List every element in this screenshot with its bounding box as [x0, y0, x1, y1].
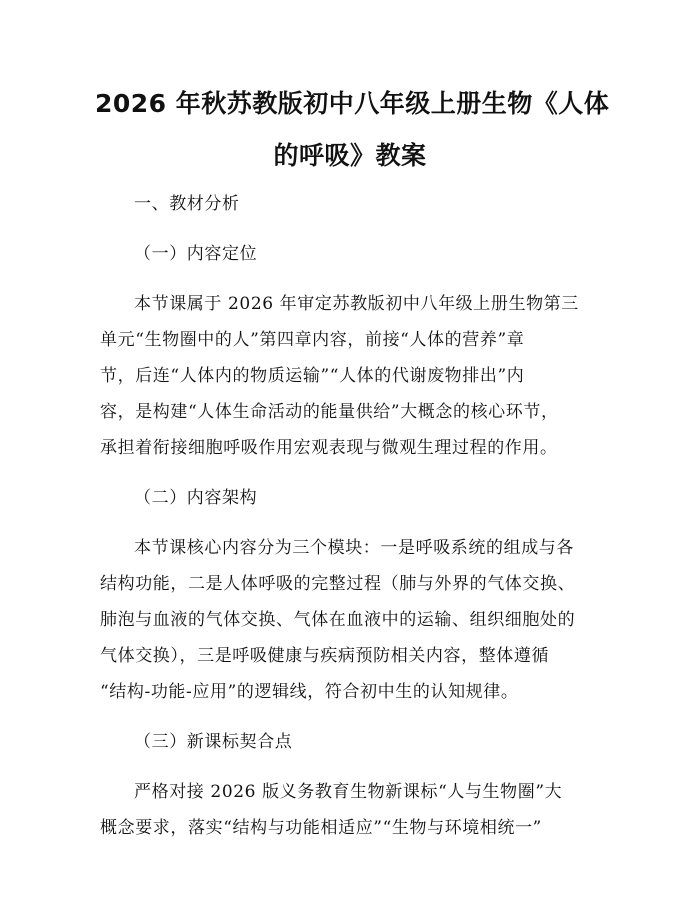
paragraph-curriculum-alignment [100, 774, 610, 846]
paragraph-line: 本节课属于 2026 年审定苏教版初中八年级上册生物第三 [134, 294, 579, 314]
paragraph-content-positioning [100, 286, 610, 466]
paragraph-line: 概念要求，落实“结构与功能相适应”“生物与环境相统一” [100, 818, 542, 838]
title-line: 的呼吸》教案 [273, 141, 427, 170]
paragraph-content-structure [100, 530, 610, 710]
section-heading-textbook-analysis: 一、教材分析 [134, 194, 240, 214]
subheading-content-structure: （二）内容架构 [134, 488, 258, 508]
paragraph-line: 严格对接 2026 版义务教育生物新课标“人与生物圈”大 [134, 782, 563, 802]
paragraph-line: 单元“生物圈中的人”第四章内容，前接“人体的营养”章 [100, 330, 525, 350]
paragraph-line: 节，后连“人体内的物质运输”“人体的代谢废物排出”内 [100, 366, 525, 386]
paragraph-line: 气体交换），三是呼吸健康与疾病预防相关内容，整体遵循 [100, 646, 550, 666]
document-title [95, 78, 610, 182]
paragraph-line: “结构-功能-应用”的逻辑线，符合初中生的认知规律。 [100, 682, 519, 702]
subheading-content-positioning: （一）内容定位 [134, 244, 258, 264]
title-line: 2026 年秋苏教版初中八年级上册生物《人体 [95, 89, 610, 118]
subheading-curriculum-alignment: （三）新课标契合点 [134, 732, 293, 752]
paragraph-line: 结构功能，二是人体呼吸的完整过程（肺与外界的气体交换、 [100, 574, 576, 594]
paragraph-line: 本节课核心内容分为三个模块：一是呼吸系统的组成与各 [134, 538, 574, 558]
document-body [100, 186, 610, 860]
paragraph-line: 承担着衔接细胞呼吸作用宏观表现与微观生理过程的作用。 [100, 438, 558, 458]
paragraph-line: 肺泡与血液的气体交换、气体在血液中的运输、组织细胞处的 [100, 610, 576, 630]
paragraph-line: 容，是构建“人体生命活动的能量供给”大概念的核心环节， [100, 402, 559, 422]
